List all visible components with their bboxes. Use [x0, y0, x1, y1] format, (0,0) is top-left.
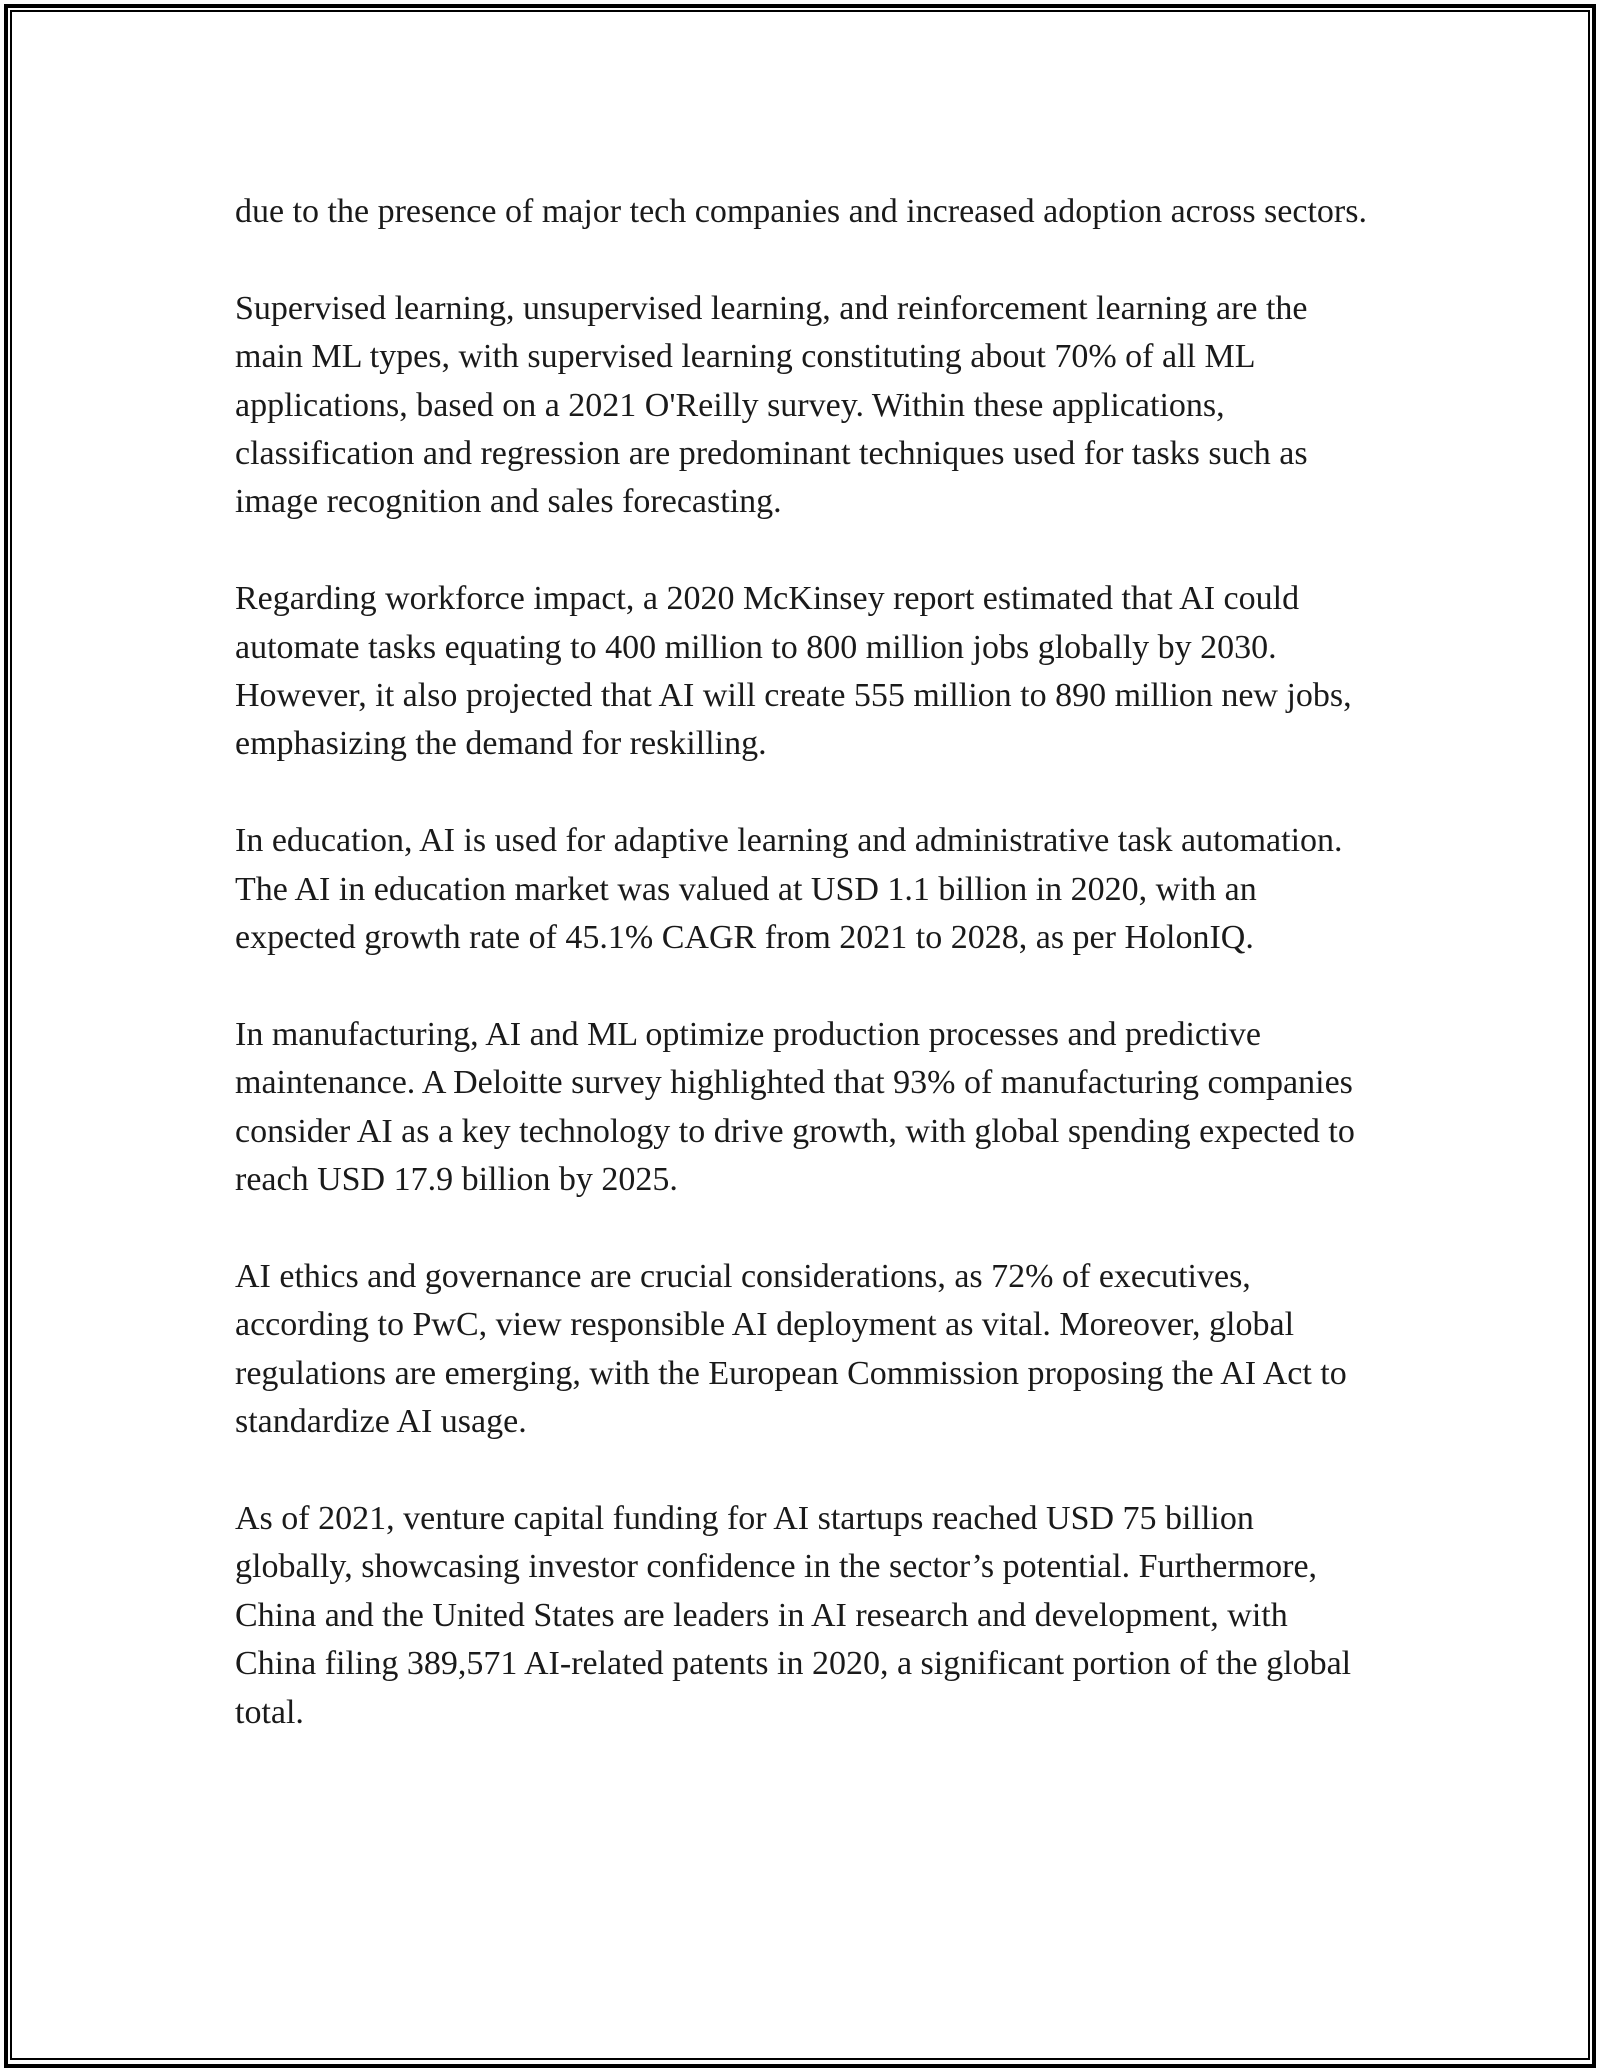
paragraph-workforce-impact: Regarding workforce impact, a 2020 McKinsey report estimated that AI could automate tasks equating to 400 million to 800 million jobs globally by 2030. However, it also projected that AI will create 555 million to 890 million new jobs, emphasizing the demand for reskilling.: [235, 580, 1352, 763]
paragraph-venture-capital: As of 2021, venture capital funding for AI startups reached USD 75 billion globally, showcasing investor confidence in the sector’s potential. Furthermore, China and the United States are leaders in AI research and development, with China filing 389,571 AI-related patents in 2020, a significant portion of the global total.: [235, 1499, 1352, 1731]
paragraph-market-leadership: due to the presence of major tech companies and increased adoption across sectors.: [235, 193, 1367, 230]
document-body: [235, 188, 1370, 1785]
paragraph-education: In education, AI is used for adaptive learning and administrative task automation. The AI in education market was valued at USD 1.1 billion in 2020, with an expected growth rate of 45.1% CAGR from 2021 to 2028, as per HolonIQ.: [235, 822, 1343, 957]
paragraph-ml-types: Supervised learning, unsupervised learning, and reinforcement learning are the main ML types, with supervised learning constituting about 70% of all ML applications, based on a 2021 O'Reilly survey. Within these applications, classification and regression are predominant techniques used for tasks such as image recognition and sales forecasting.: [235, 289, 1308, 521]
paragraph-ethics-governance: AI ethics and governance are crucial considerations, as 72% of executives, according to PwC, view responsible AI deployment as vital. Moreover, global regulations are emerging, with the European Commission proposing the AI Act to standardize AI usage.: [235, 1257, 1347, 1441]
paragraph-manufacturing: In manufacturing, AI and ML optimize production processes and predictive maintenance. A Deloitte survey highlighted that 93% of manufacturing companies consider AI as a key technology to drive growth, with global spending expected to reach USD 17.9 billion by 2025.: [235, 1015, 1355, 1199]
